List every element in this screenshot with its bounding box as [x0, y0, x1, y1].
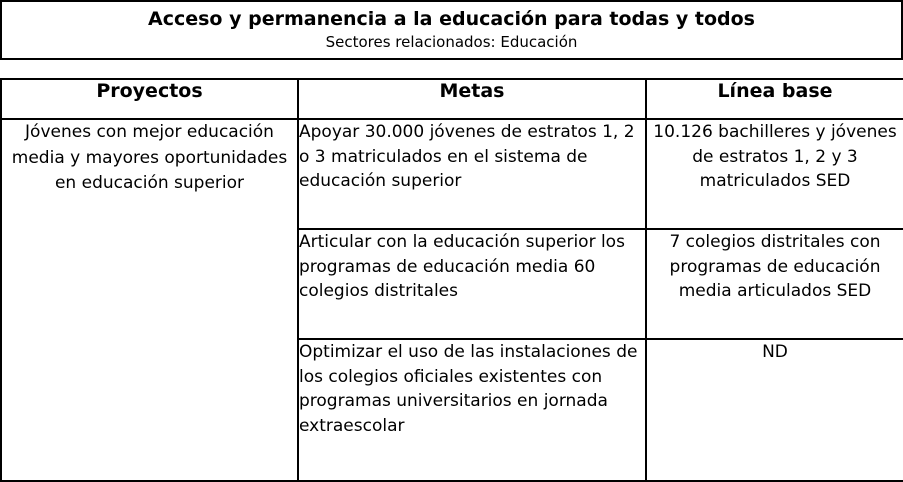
meta-cell: Articular con la educación superior los programas de educación media 60 colegios distritales — [298, 229, 646, 339]
projects-table-container — [0, 78, 903, 478]
meta-cell: Apoyar 30.000 jóvenes de estratos 1, 2 o 3 matriculados en el sistema de educación superior — [298, 119, 646, 229]
table-header-row — [1, 79, 903, 119]
table-header — [1, 79, 903, 119]
projects-table — [0, 78, 903, 482]
linea-base-cell: 7 colegios distritales con programas de educación media articulados SED — [646, 229, 903, 339]
page-subtitle: Sectores relacionados: Educación — [325, 33, 578, 52]
column-header-metas: Metas — [298, 79, 646, 119]
project-cell: Jóvenes con mejor educación media y mayores oportunidades en educación superior — [1, 119, 298, 481]
page-title: Acceso y permanencia a la educación para todas y todos — [148, 7, 755, 30]
table-body — [1, 119, 903, 481]
header-block — [0, 0, 903, 60]
table-row — [1, 119, 903, 229]
linea-base-cell: ND — [646, 339, 903, 481]
meta-cell: Optimizar el uso de las instalaciones de los colegios oficiales existentes con programas universitarios en jornada extraescolar — [298, 339, 646, 481]
column-header-proyectos: Proyectos — [1, 79, 298, 119]
linea-base-cell: 10.126 bachilleres y jóvenes de estratos 1, 2 y 3 matriculados SED — [646, 119, 903, 229]
column-header-linea-base: Línea base — [646, 79, 903, 119]
